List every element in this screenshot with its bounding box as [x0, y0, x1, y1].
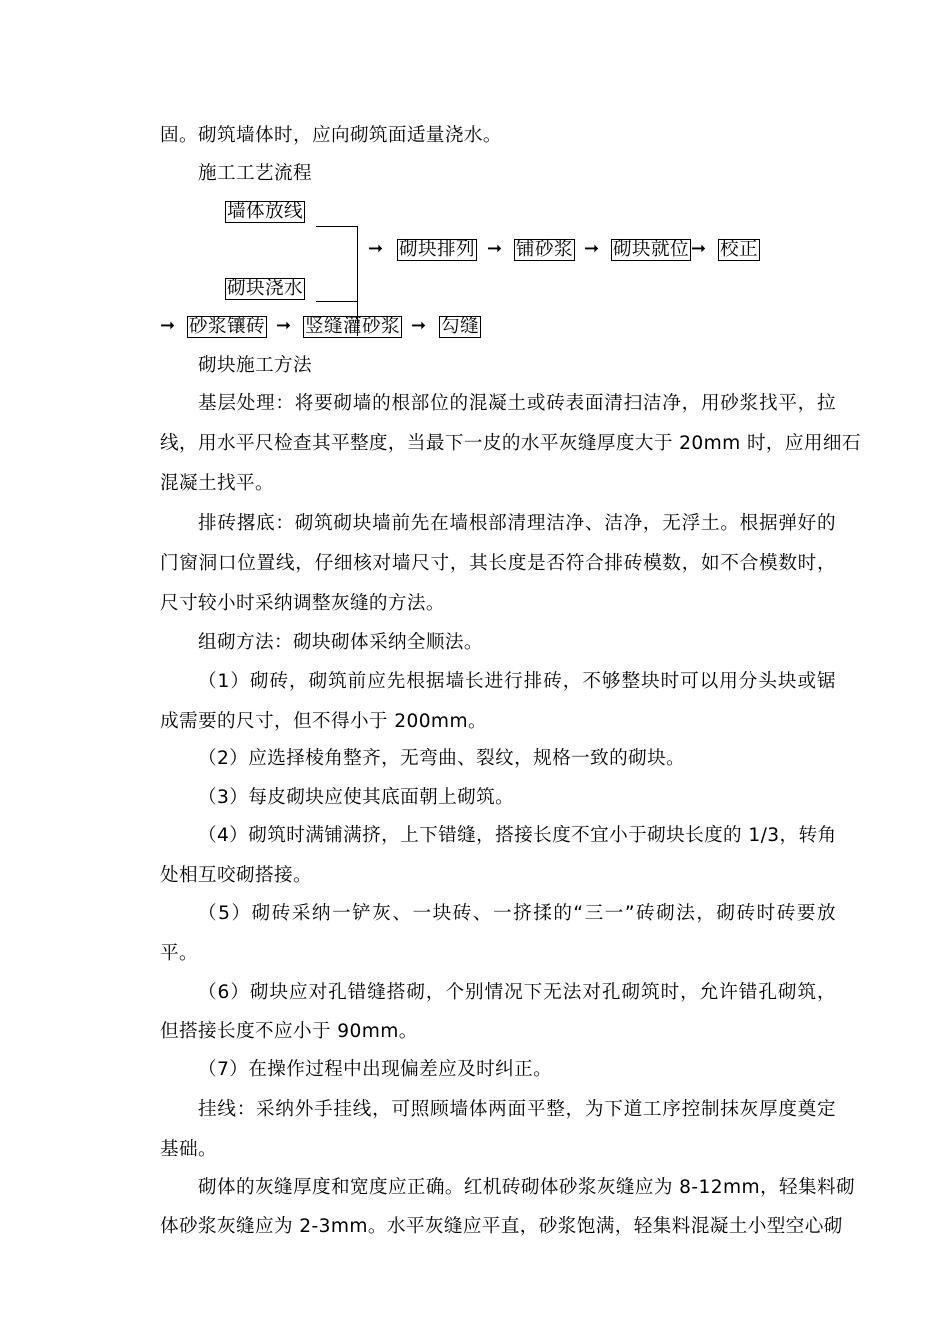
- flow-step-place: 砌块就位: [613, 239, 689, 260]
- flow-arrow-icon: ➞: [487, 238, 503, 259]
- list-item: （7）在操作过程中出现偏差应及时纠正。: [198, 1059, 553, 1080]
- flow-connector: [316, 301, 358, 302]
- flow-arrow-icon: ➞: [691, 238, 707, 259]
- flow-arrow-icon: ➞: [368, 238, 384, 259]
- paragraph-line: 挂线：采纳外手挂线，可照顾墙体两面平整，为下道工序控制抹灰厚度奠定: [198, 1099, 836, 1120]
- paragraph-line: 尺寸较小时采纳调整灰缝的方法。: [160, 593, 445, 614]
- paragraph-line: 基础。: [160, 1139, 217, 1160]
- list-item: （2）应选择棱角整齐，无弯曲、裂纹，规格一致的砌块。: [198, 748, 686, 769]
- list-item: 成需要的尺寸，但不得小于 200mm。: [160, 711, 487, 732]
- flow-arrow-icon: ➞: [160, 315, 176, 336]
- list-item: （3）每皮砌块应使其底面朝上砌筑。: [198, 787, 515, 808]
- flow-step-arrange: 砌块排列: [399, 239, 475, 260]
- list-item: 处相互咬砌搭接。: [160, 865, 312, 886]
- flow-arrow-icon: ➞: [276, 315, 292, 336]
- list-item: 平。: [160, 943, 198, 964]
- flow-step-vertical-fill: 竖缝灌砂浆: [305, 316, 400, 337]
- flow-step-inlay: 砂浆镶砖: [189, 316, 265, 337]
- paragraph-line: 门窗洞口位置线，仔细核对墙尺寸，其长度是否符合排砖模数，如不合模数时，: [160, 553, 836, 574]
- paragraph-line: 线，用水平尺检查其平整度，当最下一皮的水平灰缝厚度大于 20mm 时，应用细石: [160, 433, 861, 454]
- flow-connector: [316, 226, 358, 227]
- section-heading-method: 砌块施工方法: [198, 355, 312, 376]
- paragraph-line: 砌体的灰缝厚度和宽度应正确。红机砖砌体砂浆灰缝应为 8-12mm，轻集料砌: [198, 1177, 855, 1198]
- flow-arrow-icon: ➞: [584, 238, 600, 259]
- flow-step-correct: 校正: [720, 239, 758, 260]
- list-item: （5）砌砖采纳一铲灰、一块砖、一挤揉的“三一”砖砌法，砌砖时砖要放: [198, 903, 836, 924]
- paragraph-line: 体砂浆灰缝应为 2-3mm。水平灰缝应平直，砂浆饱满，轻集料混凝土小型空心砌: [160, 1216, 843, 1237]
- list-item: （6）砌块应对孔错缝搭砌，个别情况下无法对孔砌筑时，允许错孔砌筑，: [198, 982, 836, 1003]
- paragraph-line: 混凝土找平。: [160, 473, 274, 494]
- flow-step-wall-layout: 墙体放线: [227, 201, 303, 222]
- paragraph-line: 基层处理：将要砌墙的根部位的混凝土或砖表面清扫洁净，用砂浆找平，拉: [198, 393, 836, 414]
- list-item: 但搭接长度不应小于 90mm。: [160, 1021, 418, 1042]
- paragraph-line: 固。砌筑墙体时，应向砌筑面适量浇水。: [160, 125, 502, 146]
- section-heading-flow: 施工工艺流程: [198, 163, 312, 184]
- paragraph-line: 排砖撂底：砌筑砌块墙前先在墙根部清理洁净、洁净，无浮土。根据弹好的: [198, 513, 836, 534]
- list-item: （4）砌筑时满铺满挤，上下错缝，搭接长度不宜小于砌块长度的 1/3，转角: [198, 825, 837, 846]
- paragraph-line: 组砌方法：砌块砌体采纳全顺法。: [198, 632, 483, 653]
- flow-step-block-water: 砌块浇水: [227, 278, 303, 299]
- flow-arrow-icon: ➞: [411, 315, 427, 336]
- flow-step-pointing: 勾缝: [441, 316, 479, 337]
- list-item: （1）砌砖，砌筑前应先根据墙长进行排砖，不够整块时可以用分头块或锯: [198, 671, 836, 692]
- flow-step-mortar: 铺砂浆: [516, 239, 573, 260]
